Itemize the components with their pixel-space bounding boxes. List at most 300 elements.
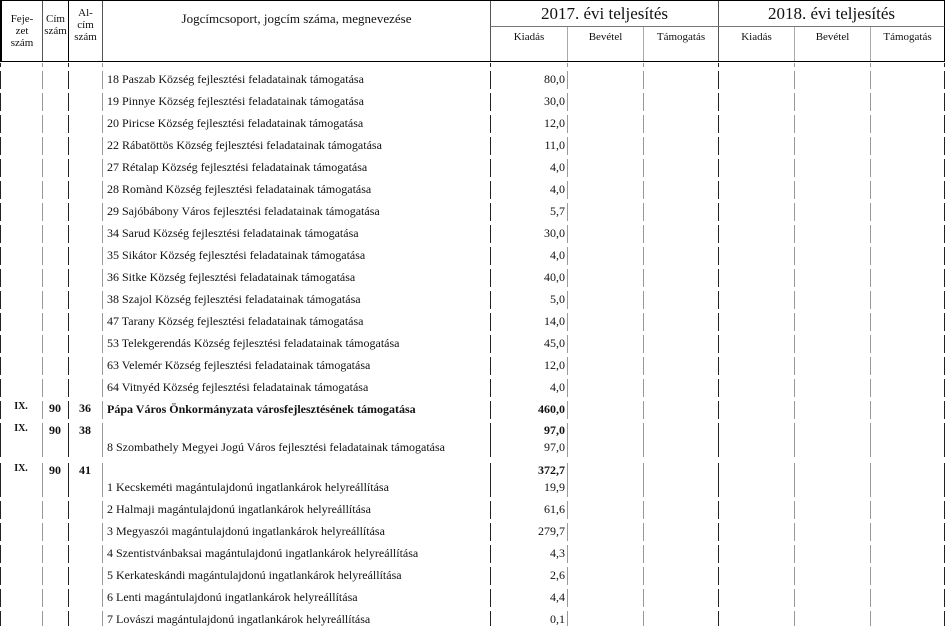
table-cell (68, 564, 102, 586)
table-cell (42, 112, 68, 134)
group-name: Pápa Város Önkormányzata városfejlesztésének támogatása (107, 402, 416, 416)
table-cell (0, 156, 42, 178)
table-row (0, 68, 945, 90)
table-cell (68, 288, 102, 310)
table-cell (102, 134, 490, 156)
fejezet-code: IX. (14, 423, 28, 434)
item-name: 18 Paszab Község fejlesztési feladatainak támogatása (107, 72, 364, 86)
table-row (0, 244, 945, 266)
table-cell (68, 134, 102, 156)
table-cell (490, 420, 567, 458)
table-cell (567, 60, 643, 68)
table-row (0, 608, 945, 626)
table-cell (0, 520, 42, 542)
item-name: 63 Velemér Község fejlesztési feladatainak támogatása (107, 358, 371, 372)
table-row (0, 420, 945, 458)
table-cell (490, 222, 567, 244)
table-cell (718, 608, 794, 626)
header-fejezet: Feje- zet szám (0, 1, 42, 61)
table-cell (643, 310, 718, 332)
table-cell (68, 90, 102, 112)
table-cell (42, 244, 68, 266)
table-cell (567, 90, 643, 112)
table-cell (567, 134, 643, 156)
item-name: 29 Sajóbábony Város fejlesztési feladatainak támogatása (107, 204, 380, 218)
table-cell (102, 60, 490, 68)
table-cell (567, 288, 643, 310)
kiadas-value: 4,0 (550, 380, 565, 394)
item-name: 3 Megyaszói magántulajdonú ingatlankárok helyreállítása (107, 524, 385, 538)
table-cell (0, 498, 42, 520)
table-cell (0, 288, 42, 310)
table-cell (567, 112, 643, 134)
table-row (0, 90, 945, 112)
table-cell (490, 310, 567, 332)
table-cell (490, 134, 567, 156)
table-cell (643, 134, 718, 156)
table-cell (68, 608, 102, 626)
table-cell (794, 68, 870, 90)
table-cell (102, 266, 490, 288)
table-cell (490, 398, 567, 420)
table-cell (490, 178, 567, 200)
table-cell (102, 520, 490, 542)
table-cell (0, 68, 42, 90)
table-cell (567, 398, 643, 420)
table-cell (794, 288, 870, 310)
table-cell (102, 200, 490, 222)
table-cell (794, 156, 870, 178)
group-kiadas: 372,7 (538, 463, 565, 477)
kiadas-value: 5,0 (550, 292, 565, 306)
table-cell (0, 244, 42, 266)
table-cell (794, 376, 870, 398)
table-cell (42, 266, 68, 288)
table-cell (794, 60, 870, 68)
item-name: 34 Sarud Község fejlesztési feladatainak támogatása (107, 226, 359, 240)
table-cell (0, 222, 42, 244)
table-cell (870, 608, 945, 626)
table-cell (718, 420, 794, 458)
table-cell (68, 354, 102, 376)
table-cell (870, 266, 945, 288)
table-cell (794, 420, 870, 458)
table-cell (0, 178, 42, 200)
table-cell (870, 564, 945, 586)
kiadas-value: 12,0 (544, 116, 565, 130)
table-cell (490, 68, 567, 90)
table-row (0, 586, 945, 608)
table-cell (718, 376, 794, 398)
table-cell (870, 288, 945, 310)
table-cell (643, 200, 718, 222)
table-cell (794, 90, 870, 112)
table-cell (870, 68, 945, 90)
table-cell (490, 520, 567, 542)
table-cell (718, 112, 794, 134)
table-cell (870, 376, 945, 398)
table-cell (794, 200, 870, 222)
table-cell (490, 266, 567, 288)
table-cell (42, 608, 68, 626)
table-cell (870, 244, 945, 266)
table-cell (643, 420, 718, 458)
table-cell (102, 288, 490, 310)
alcim-code: 36 (79, 401, 91, 415)
table-cell (567, 520, 643, 542)
header-name: Jogcímcsoport, jogcím száma, megnevezése (102, 1, 490, 61)
table-cell (870, 542, 945, 564)
table-cell (0, 608, 42, 626)
table-cell (870, 222, 945, 244)
table-cell (102, 564, 490, 586)
table-cell (718, 542, 794, 564)
table-cell (68, 112, 102, 134)
table-cell (794, 244, 870, 266)
table-cell (567, 200, 643, 222)
cim-code: 90 (49, 401, 61, 415)
table-cell (68, 542, 102, 564)
table-cell (490, 332, 567, 354)
fejezet-code: IX. (14, 401, 28, 412)
item-name: 28 Romànd Község fejlesztési feladatainak támogatása (107, 182, 372, 196)
table-cell (0, 134, 42, 156)
table-cell (42, 178, 68, 200)
alcim-code: 41 (79, 463, 91, 477)
kiadas-value: 5,7 (550, 204, 565, 218)
table-cell (870, 112, 945, 134)
header-bevetel-2017: Bevétel (567, 27, 643, 61)
item-name: 64 Vitnyéd Község fejlesztési feladatainak támogatása (107, 380, 369, 394)
header-kiadas-2018: Kiadás (718, 27, 794, 61)
table-cell (102, 332, 490, 354)
table-cell (567, 310, 643, 332)
table-cell (870, 90, 945, 112)
table-cell (42, 222, 68, 244)
table-cell (0, 332, 42, 354)
table-row (0, 134, 945, 156)
kiadas-value: 61,6 (544, 502, 565, 516)
table-row (0, 310, 945, 332)
table-cell (567, 266, 643, 288)
table-cell (0, 266, 42, 288)
table-cell (42, 564, 68, 586)
table-cell (0, 460, 42, 498)
kiadas-value: 19,9 (544, 480, 565, 494)
table-cell (718, 460, 794, 498)
cim-code: 90 (49, 423, 61, 437)
table-cell (643, 460, 718, 498)
table-cell (0, 376, 42, 398)
table-cell (567, 542, 643, 564)
table-cell (794, 520, 870, 542)
table-cell (490, 112, 567, 134)
table-cell (102, 420, 490, 458)
fejezet-code: IX. (14, 463, 28, 474)
table-cell (102, 608, 490, 626)
table-cell (567, 564, 643, 586)
table-cell (68, 376, 102, 398)
table-row (0, 266, 945, 288)
item-name: 5 Kerkateskándi magántulajdonú ingatlankárok helyreállítása (107, 568, 402, 582)
table-cell (794, 178, 870, 200)
table-cell (643, 90, 718, 112)
kiadas-value: 11,0 (544, 138, 565, 152)
table-cell (567, 156, 643, 178)
table-cell (643, 564, 718, 586)
table-cell (490, 60, 567, 68)
table-cell (870, 354, 945, 376)
table-cell (718, 222, 794, 244)
table-cell (102, 68, 490, 90)
table-cell (490, 376, 567, 398)
table-cell (42, 60, 68, 68)
kiadas-value: 12,0 (544, 358, 565, 372)
header-kiadas-2017: Kiadás (490, 27, 567, 61)
kiadas-value: 4,0 (550, 182, 565, 196)
table-cell (42, 200, 68, 222)
table-cell (490, 244, 567, 266)
table-cell (490, 460, 567, 498)
table-row (0, 542, 945, 564)
item-name: 7 Lovászi magántulajdonú ingatlankárok helyreállítása (107, 612, 371, 626)
table-cell (42, 332, 68, 354)
table-cell (870, 156, 945, 178)
table-cell (643, 288, 718, 310)
table-cell (490, 90, 567, 112)
table-cell (643, 542, 718, 564)
table-cell (490, 564, 567, 586)
item-name: 22 Rábatöttös Község fejlesztési feladatainak támogatása (107, 138, 382, 152)
table-cell (68, 520, 102, 542)
item-name: 53 Telekgerendás Község fejlesztési feladatainak támogatása (107, 336, 400, 350)
table-row (0, 520, 945, 542)
table-cell (567, 354, 643, 376)
table-cell (42, 288, 68, 310)
table-cell (68, 156, 102, 178)
item-name: 4 Szentistvánbaksai magántulajdonú ingatlankárok helyreállítása (107, 546, 419, 560)
table-cell (794, 354, 870, 376)
table-cell (870, 310, 945, 332)
table-cell (68, 68, 102, 90)
table-cell (42, 586, 68, 608)
table-cell (42, 134, 68, 156)
table-cell (490, 354, 567, 376)
table-cell (567, 420, 643, 458)
table-row (0, 222, 945, 244)
table-cell (870, 178, 945, 200)
item-name: 20 Piricse Község fejlesztési feladatainak támogatása (107, 116, 364, 130)
kiadas-value: 97,0 (544, 440, 565, 454)
table-cell (870, 586, 945, 608)
table-cell (643, 222, 718, 244)
item-name: 38 Szajol Község fejlesztési feladatainak támogatása (107, 292, 361, 306)
table-cell (0, 564, 42, 586)
table-cell (102, 90, 490, 112)
kiadas-value: 4,0 (550, 248, 565, 262)
table-cell (490, 288, 567, 310)
table-cell (68, 60, 102, 68)
table-cell (870, 420, 945, 458)
table-cell (0, 354, 42, 376)
table-cell (870, 200, 945, 222)
table-row (0, 178, 945, 200)
table-cell (68, 586, 102, 608)
table-cell (718, 178, 794, 200)
table-cell (42, 90, 68, 112)
table-cell (794, 112, 870, 134)
kiadas-value: 40,0 (544, 270, 565, 284)
table-cell (102, 112, 490, 134)
kiadas-value: 279,7 (538, 524, 565, 538)
table-cell (490, 156, 567, 178)
table-cell (490, 608, 567, 626)
table-cell (42, 542, 68, 564)
table-cell (643, 520, 718, 542)
table-cell (42, 156, 68, 178)
table-cell (102, 542, 490, 564)
table-cell (794, 542, 870, 564)
table-cell (68, 178, 102, 200)
table-cell (718, 398, 794, 420)
header-bevetel-2018: Bevétel (794, 27, 870, 61)
table-cell (718, 354, 794, 376)
kiadas-value: 4,4 (550, 590, 565, 604)
table-cell (68, 420, 102, 458)
table-cell (42, 376, 68, 398)
table-cell (794, 332, 870, 354)
table-cell (42, 498, 68, 520)
table-cell (794, 586, 870, 608)
table-cell (794, 398, 870, 420)
item-name: 27 Rétalap Község fejlesztési feladatainak támogatása (107, 160, 368, 174)
header-year-2017: 2017. évi teljesítés (490, 1, 718, 27)
table-cell (794, 498, 870, 520)
table-cell (42, 520, 68, 542)
item-name: 2 Halmaji magántulajdonú ingatlankárok helyreállítása (107, 502, 371, 516)
table-cell (794, 266, 870, 288)
table-row (0, 288, 945, 310)
table-cell (643, 498, 718, 520)
table-cell (567, 332, 643, 354)
table-cell (718, 564, 794, 586)
table-cell (567, 460, 643, 498)
table-cell (718, 60, 794, 68)
table-row (0, 376, 945, 398)
alcim-code: 38 (79, 423, 91, 437)
table-header (0, 0, 945, 62)
table-cell (643, 60, 718, 68)
table-row (0, 200, 945, 222)
table-cell (567, 608, 643, 626)
table-cell (794, 310, 870, 332)
table-row (0, 156, 945, 178)
table-cell (870, 60, 945, 68)
table-cell (567, 376, 643, 398)
table-cell (794, 460, 870, 498)
table-cell (718, 498, 794, 520)
header-tamogatas-2017: Támogatás (643, 27, 718, 61)
header-year-2018: 2018. évi teljesítés (718, 1, 945, 27)
table-cell (643, 112, 718, 134)
table-cell (643, 244, 718, 266)
table-cell (794, 134, 870, 156)
table-cell (718, 310, 794, 332)
table-cell (0, 542, 42, 564)
table-row (0, 332, 945, 354)
table-cell (643, 586, 718, 608)
table-row (0, 398, 945, 420)
table-cell (68, 332, 102, 354)
table-cell (718, 586, 794, 608)
table-cell (567, 68, 643, 90)
table-cell (870, 398, 945, 420)
table-cell (0, 60, 42, 68)
table-cell (567, 244, 643, 266)
table-cell (0, 398, 42, 420)
table-cell (567, 178, 643, 200)
table-row (0, 112, 945, 134)
table-cell (42, 398, 68, 420)
table-cell (567, 498, 643, 520)
table-cell (870, 134, 945, 156)
table-cell (870, 332, 945, 354)
group-kiadas: 97,0 (544, 423, 565, 437)
table-cell (0, 200, 42, 222)
table-cell (643, 178, 718, 200)
table-cell (102, 178, 490, 200)
kiadas-value: 2,6 (550, 568, 565, 582)
table-row (0, 60, 945, 68)
kiadas-value: 30,0 (544, 226, 565, 240)
kiadas-value: 14,0 (544, 314, 565, 328)
table-cell (870, 520, 945, 542)
table-cell (68, 398, 102, 420)
table-cell (567, 222, 643, 244)
table-cell (490, 586, 567, 608)
table-cell (42, 68, 68, 90)
table-cell (718, 68, 794, 90)
table-cell (718, 200, 794, 222)
table-cell (68, 244, 102, 266)
item-name: 47 Tarany Község fejlesztési feladatainak támogatása (107, 314, 364, 328)
table-cell (490, 542, 567, 564)
header-tamogatas-2018: Támogatás (870, 27, 945, 61)
table-cell (102, 156, 490, 178)
table-cell (102, 354, 490, 376)
table-row (0, 498, 945, 520)
table-cell (42, 420, 68, 458)
table-cell (102, 376, 490, 398)
header-alcim: Al- cím szám (68, 1, 102, 61)
table-cell (0, 586, 42, 608)
table-cell (42, 354, 68, 376)
table-cell (102, 498, 490, 520)
table-cell (102, 586, 490, 608)
table-cell (102, 244, 490, 266)
item-name: 36 Sitke Község fejlesztési feladatainak támogatása (107, 270, 356, 284)
kiadas-value: 30,0 (544, 94, 565, 108)
table-cell (643, 266, 718, 288)
table-cell (643, 68, 718, 90)
table-cell (68, 266, 102, 288)
table-cell (68, 498, 102, 520)
kiadas-value: 4,0 (550, 160, 565, 174)
table-cell (68, 460, 102, 498)
table-cell (718, 156, 794, 178)
item-name: 6 Lenti magántulajdonú ingatlankárok helyreállítása (107, 590, 358, 604)
table-cell (643, 608, 718, 626)
